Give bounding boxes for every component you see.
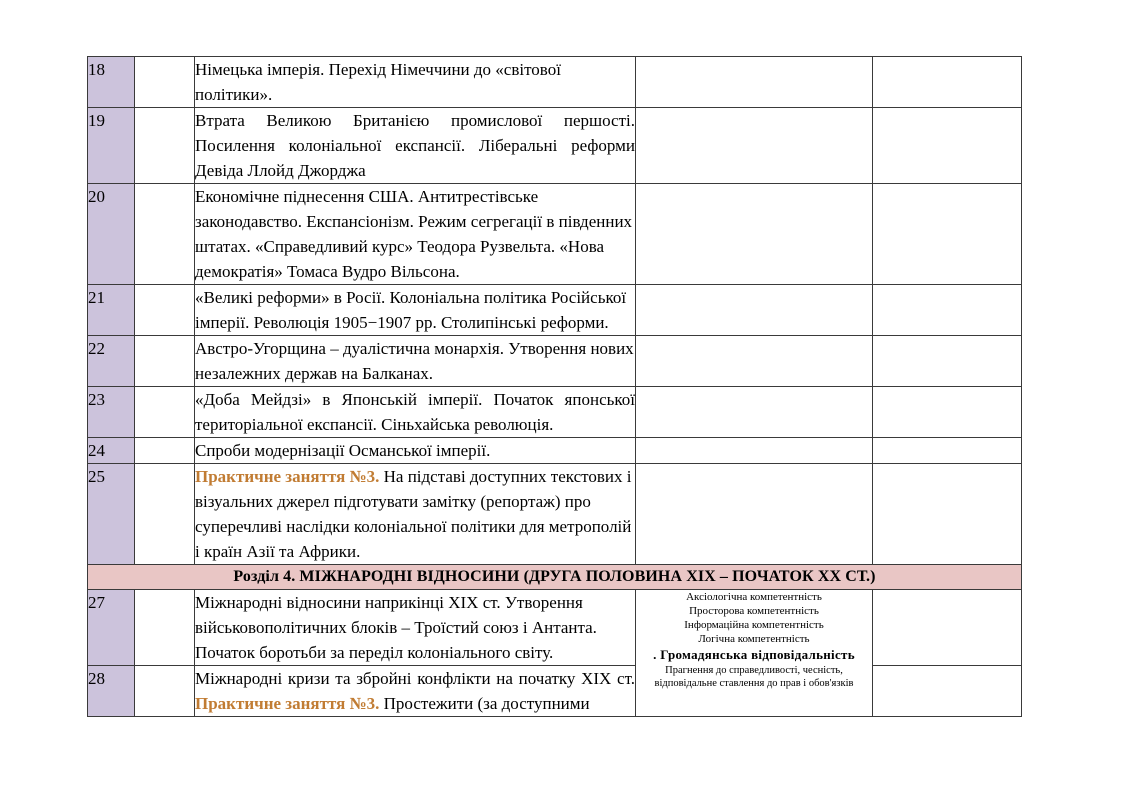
row-number-cell: 27 — [88, 590, 135, 666]
row-notes-cell — [873, 108, 1022, 184]
row-competency-cell — [636, 184, 873, 285]
row-competency-cell — [636, 336, 873, 387]
row-notes-cell — [873, 336, 1022, 387]
row-topic-cell — [195, 387, 636, 438]
row-hours-cell — [135, 590, 195, 666]
table-row — [88, 464, 1022, 565]
curriculum-table — [87, 56, 1022, 717]
row-number-cell: 25 — [88, 464, 135, 565]
row-number-cell: 20 — [88, 184, 135, 285]
competencies-cell — [636, 590, 873, 717]
table-row — [88, 184, 1022, 285]
row-hours-cell — [135, 184, 195, 285]
row-hours-cell — [135, 438, 195, 464]
row-competency-cell — [636, 108, 873, 184]
row-notes-cell — [873, 666, 1022, 717]
row-topic-cell — [195, 464, 636, 565]
row-competency-cell — [636, 285, 873, 336]
competency-item: Аксіологічна компетентність — [686, 591, 822, 603]
competency-item: Логічна компетентність — [698, 633, 810, 645]
row-hours-cell — [135, 387, 195, 438]
topic-text: Міжнародні кризи та збройні конфлікти на початку XIX ст. — [195, 669, 635, 688]
row-number-cell: 21 — [88, 285, 135, 336]
topic-text: Спроби модернізації Османської імперії. — [195, 441, 491, 460]
topic-text-continued: Простежити (за доступними — [379, 694, 590, 713]
row-notes-cell — [873, 57, 1022, 108]
table-row — [88, 336, 1022, 387]
row-number-cell: 28 — [88, 666, 135, 717]
practical-session-label: Практичне заняття №3. — [195, 467, 380, 486]
row-hours-cell — [135, 336, 195, 387]
table-body — [88, 57, 1022, 717]
topic-text: «Великі реформи» в Росії. Колоніальна політика Російської імперії. Революція 1905−1907 рр. Столипінські реформи. — [195, 288, 627, 332]
row-topic-cell — [195, 108, 636, 184]
topic-text: На підставі доступних текстових і візуальних джерел підготувати замітку (репортаж) про суперечливі наслідки колоніальної політики для метрополій і країн Азії та Африки. — [195, 467, 632, 561]
row-competency-cell — [636, 438, 873, 464]
row-number-cell: 24 — [88, 438, 135, 464]
row-competency-cell — [636, 57, 873, 108]
table-row — [88, 285, 1022, 336]
row-topic-cell — [195, 438, 636, 464]
competency-detail: Прагнення до справедливості, чесність, — [665, 665, 843, 676]
row-number-cell: 19 — [88, 108, 135, 184]
row-notes-cell — [873, 387, 1022, 438]
row-topic-cell — [195, 184, 636, 285]
row-competency-cell — [636, 464, 873, 565]
topic-text: Австро-Угорщина – дуалістична монархія. Утворення нових незалежних держав на Балканах. — [195, 339, 634, 383]
row-notes-cell — [873, 590, 1022, 666]
competency-heading-civic-responsibility: . Громадянська відповідальність — [653, 647, 855, 662]
competency-item: Інформаційна компетентність — [684, 619, 824, 631]
topic-text: «Доба Мейдзі» в Японській імперії. Початок японської територіальної експансії. Сіньхайська революція. — [195, 390, 635, 434]
table-row — [88, 57, 1022, 108]
topic-text: Економічне піднесення США. Антитрестівське законодавство. Експансіонізм. Режим сегрегації в південних штатах. «Справедливий курс» Теодора Рузвельта. «Нова демократія» Томаса Вудро Вільсона. — [195, 187, 633, 281]
row-hours-cell — [135, 108, 195, 184]
row-notes-cell — [873, 438, 1022, 464]
table-row — [88, 387, 1022, 438]
row-number-cell: 22 — [88, 336, 135, 387]
row-notes-cell — [873, 184, 1022, 285]
row-hours-cell — [135, 464, 195, 565]
practical-session-label: Практичне заняття №3. — [195, 694, 380, 713]
topic-text: Втрата Великою Британією промислової першості. Посилення колоніальної експансії. Ліберальні реформи Девіда Ллойд Джорджа — [195, 111, 635, 180]
row-competency-cell — [636, 387, 873, 438]
row-hours-cell — [135, 666, 195, 717]
row-topic-cell — [195, 666, 636, 717]
row-topic-cell — [195, 57, 636, 108]
topic-text: Міжнародні відносини наприкінці XIX ст. Утворення військовополітичних блоків – Троїстий союз і Антанта. Початок боротьби за переділ колоніального світу. — [195, 593, 597, 662]
section-header-row — [88, 565, 1022, 590]
row-hours-cell — [135, 57, 195, 108]
section-header-title: Розділ 4. МІЖНАРОДНІ ВІДНОСИНИ (ДРУГА ПОЛОВИНА XIX – ПОЧАТОК XX СТ.) — [88, 565, 1022, 590]
row-topic-cell — [195, 285, 636, 336]
row-notes-cell — [873, 464, 1022, 565]
competency-item: Просторова компетентність — [689, 605, 819, 617]
row-number-cell: 23 — [88, 387, 135, 438]
table-row — [88, 108, 1022, 184]
table-row — [88, 590, 1022, 666]
competency-detail: відповідальне ставлення до прав і обов'язків — [654, 678, 854, 689]
topic-text: Німецька імперія. Перехід Німеччини до «світової політики». — [195, 60, 561, 104]
row-topic-cell — [195, 336, 636, 387]
row-topic-cell — [195, 590, 636, 666]
table-row — [88, 666, 1022, 717]
row-notes-cell — [873, 285, 1022, 336]
row-number-cell: 18 — [88, 57, 135, 108]
row-hours-cell — [135, 285, 195, 336]
table-row — [88, 438, 1022, 464]
